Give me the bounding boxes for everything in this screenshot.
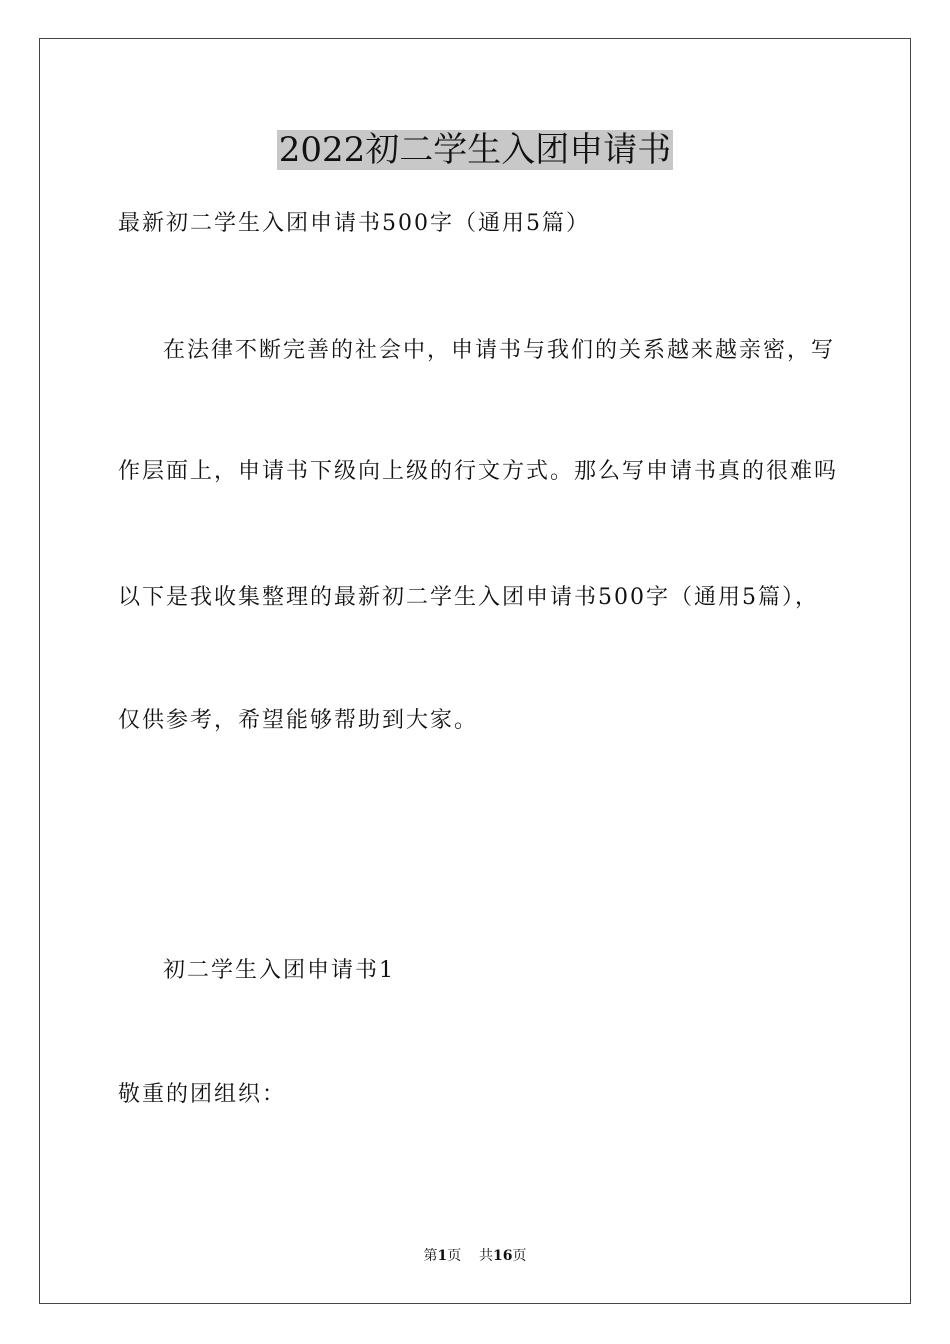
- document-title-text: 2022初二学生入团申请书: [278, 130, 672, 170]
- document-subtitle: 最新初二学生入团申请书500字（通用5篇）: [118, 211, 590, 236]
- intro-line-2: 作层面上，申请书下级向上级的行文方式。那么写申请书真的很难吗: [118, 459, 839, 484]
- salutation: 敬重的团组织：: [118, 1082, 287, 1107]
- intro-line-3: 以下是我收集整理的最新初二学生入团申请书500字（通用5篇），: [118, 585, 819, 610]
- page-suffix: 页: [447, 1248, 462, 1264]
- total-pages: 16: [493, 1248, 513, 1264]
- section-heading: 初二学生入团申请书1: [163, 958, 395, 983]
- page-number: 1: [437, 1248, 448, 1264]
- page-footer: [0, 1247, 950, 1265]
- total-suffix: 页: [512, 1248, 527, 1264]
- document-title: [0, 128, 950, 172]
- intro-line-4: 仅供参考，希望能够帮助到大家。: [118, 708, 479, 733]
- total-prefix: 共: [479, 1248, 494, 1264]
- page-prefix: 第: [423, 1248, 438, 1264]
- intro-line-1: 在法律不断完善的社会中，申请书与我们的关系越来越亲密，写: [163, 338, 836, 363]
